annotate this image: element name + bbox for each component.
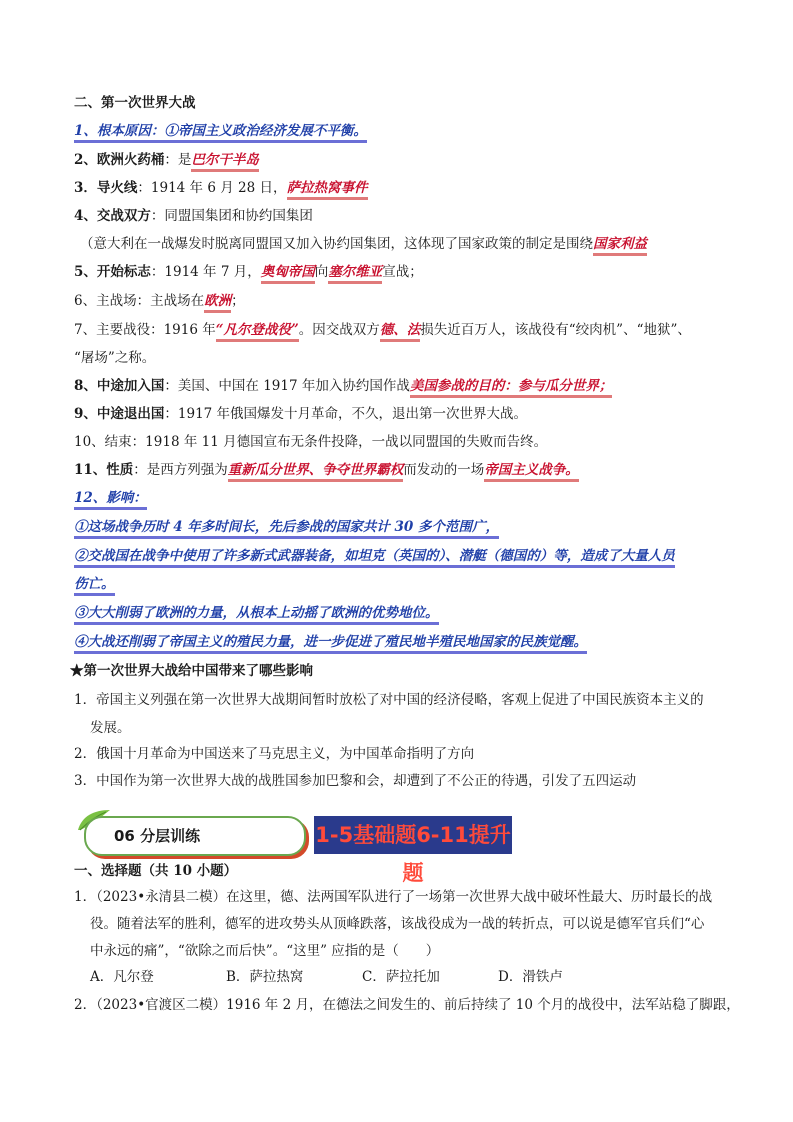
impact-heading-text: 12、影响： [74, 490, 147, 510]
start-highlight-1: 奥匈帝国 [261, 264, 315, 284]
start-line [74, 263, 423, 281]
italy-note-text: （意大利在一战爆发时脱离同盟国又加入协约国集团，这体现了国家政策的制定是围绕 [80, 236, 593, 252]
option-c[interactable]: C．萨拉托加 [362, 969, 440, 985]
fuse-highlight: 萨拉热窝事件 [287, 180, 368, 200]
option-a[interactable]: A．凡尔登 [90, 969, 154, 985]
impact-item [74, 518, 499, 536]
battle-highlight: “凡尔登战役” [216, 322, 299, 342]
impact-text: ③大大削弱了欧洲的力量，从根本上动摇了欧洲的优势地位。 [74, 605, 439, 625]
impact-text: ①这场战争历时 4 年多时间长，先后参战的国家共计 30 多个范围广， [74, 519, 499, 539]
impact-heading [74, 489, 147, 507]
italy-note-highlight: 国家利益 [593, 236, 647, 256]
battlefield-line [74, 292, 245, 310]
battle-highlight-2: 德、法 [380, 322, 421, 342]
china-impact-item: 2．俄国十月革命为中国送来了马克思主义，为中国革命指明了方向 [74, 746, 475, 762]
battle-line [74, 321, 691, 339]
cause-text: 1、根本原因：①帝国主义政治经济发展不平衡。 [74, 123, 367, 143]
battle-line-2: “屠场”之称。 [74, 350, 156, 366]
end-line: 10、结束：1918 年 11 月德国宣布无条件投降，一战以同盟国的失败而告终。 [74, 434, 548, 450]
start-mid: ：1914 年 7 月， [150, 264, 261, 280]
start-mid-2: 向 [314, 264, 329, 280]
quitters-line [74, 405, 527, 423]
joiners-line [74, 377, 612, 395]
joiners-highlight: 美国参战的目的：参与瓜分世界； [410, 378, 613, 398]
impact-item [74, 575, 115, 593]
cause-line [74, 122, 367, 140]
china-impact-title: ★第一次世界大战给中国带来了哪些影响 [70, 663, 313, 679]
joiners-text: ：美国、中国在 1917 年加入协约国作战 [164, 378, 410, 394]
nature-label: 11、性质 [74, 462, 134, 478]
choice-section-title: 一、选择题（共 10 小题） [74, 863, 238, 879]
option-b[interactable]: B．萨拉热窝 [226, 969, 304, 985]
banner-label: 06 分层训练 [114, 827, 201, 845]
joiners-label: 8、中途加入国 [74, 378, 165, 394]
banner-pill [84, 816, 306, 856]
battle-text: 7、主要战役：1916 年 [74, 322, 216, 338]
battle-mid: 。因交战双方 [298, 322, 380, 338]
china-impact-item: 发展。 [90, 720, 131, 736]
nature-mid: ：是西方列强为 [133, 462, 228, 478]
powder-keg-highlight: 巴尔干半岛 [191, 152, 259, 172]
fuse-label: 3．导火线 [74, 180, 138, 196]
belligerents-line [74, 207, 313, 225]
quitters-label: 9、中途退出国 [74, 406, 165, 422]
section-title: 二、第一次世界大战 [74, 95, 196, 111]
question-1-line: 役。随着法军的胜利，德军的进攻势头从顶峰跌落，该战役成为一战的转折点，可以说是德军官兵们“心 [90, 916, 705, 932]
option-d[interactable]: D．滑铁卢 [498, 969, 563, 985]
belligerents-text: ：同盟国集团和协约国集团 [150, 208, 313, 224]
banner-tag: 1-5基础题6-11提升题 [314, 816, 512, 854]
china-impact-item: 1．帝国主义列强在第一次世界大战期间暂时放松了对中国的经济侵略，客观上促进了中国民族资本主义的 [74, 692, 704, 708]
impact-item [74, 633, 587, 651]
question-1-line: 1．（2023•永清县二模）在这里，德、法两国军队进行了一场第一次世界大战中破坏性最大、历时最长的战 [74, 889, 713, 905]
belligerents-label: 4、交战双方 [74, 208, 151, 224]
impact-text: ②交战国在战争中使用了许多新式武器装备，如坦克（英国的）、潜艇（德国的）等，造成了大量人员 [74, 548, 675, 568]
impact-item [74, 547, 675, 565]
nature-line [74, 461, 579, 479]
nature-highlight-2: 帝国主义战争。 [484, 462, 579, 482]
start-end: 宣战； [382, 264, 423, 280]
nature-highlight: 重新瓜分世界、争夺世界霸权 [228, 462, 404, 482]
powder-keg-line [74, 151, 259, 169]
china-impact-item: 3．中国作为第一次世界大战的战胜国参加巴黎和会，却遭到了不公正的待遇，引发了五四运动 [74, 773, 637, 789]
impact-text: ④大战还削弱了帝国主义的殖民力量，进一步促进了殖民地半殖民地国家的民族觉醒。 [74, 634, 587, 654]
impact-item [74, 604, 439, 622]
nature-mid-2: 而发动的一场 [403, 462, 485, 478]
fuse-line [74, 179, 368, 197]
question-1-line: 中永远的痛”，“欲除之而后快”。“这里” 应指的是（ ） [90, 943, 440, 959]
question-2-line: 2．（2023•官渡区二模）1916 年 2 月，在德法之间发生的、前后持续了 10 个月的战役中，法军站稳了脚跟， [74, 997, 740, 1013]
fuse-mid: ：1914 年 6 月 28 日， [137, 180, 287, 196]
italy-note-line [80, 235, 647, 253]
powder-keg-mid: ：是 [164, 152, 192, 168]
battlefield-text: 6、主战场：主战场在 [74, 293, 205, 309]
quitters-text: ：1917 年俄国爆发十月革命，不久，退出第一次世界大战。 [164, 406, 528, 422]
battlefield-end: ； [231, 293, 245, 309]
powder-keg-label: 2、欧洲火药桶 [74, 152, 165, 168]
start-label: 5、开始标志 [74, 264, 151, 280]
battlefield-highlight: 欧洲 [204, 293, 231, 313]
start-highlight-2: 塞尔维亚 [328, 264, 382, 284]
impact-text: 伤亡。 [74, 576, 115, 596]
battle-end: 损失近百万人，该战役有“绞肉机”、“地狱”、 [420, 322, 691, 338]
